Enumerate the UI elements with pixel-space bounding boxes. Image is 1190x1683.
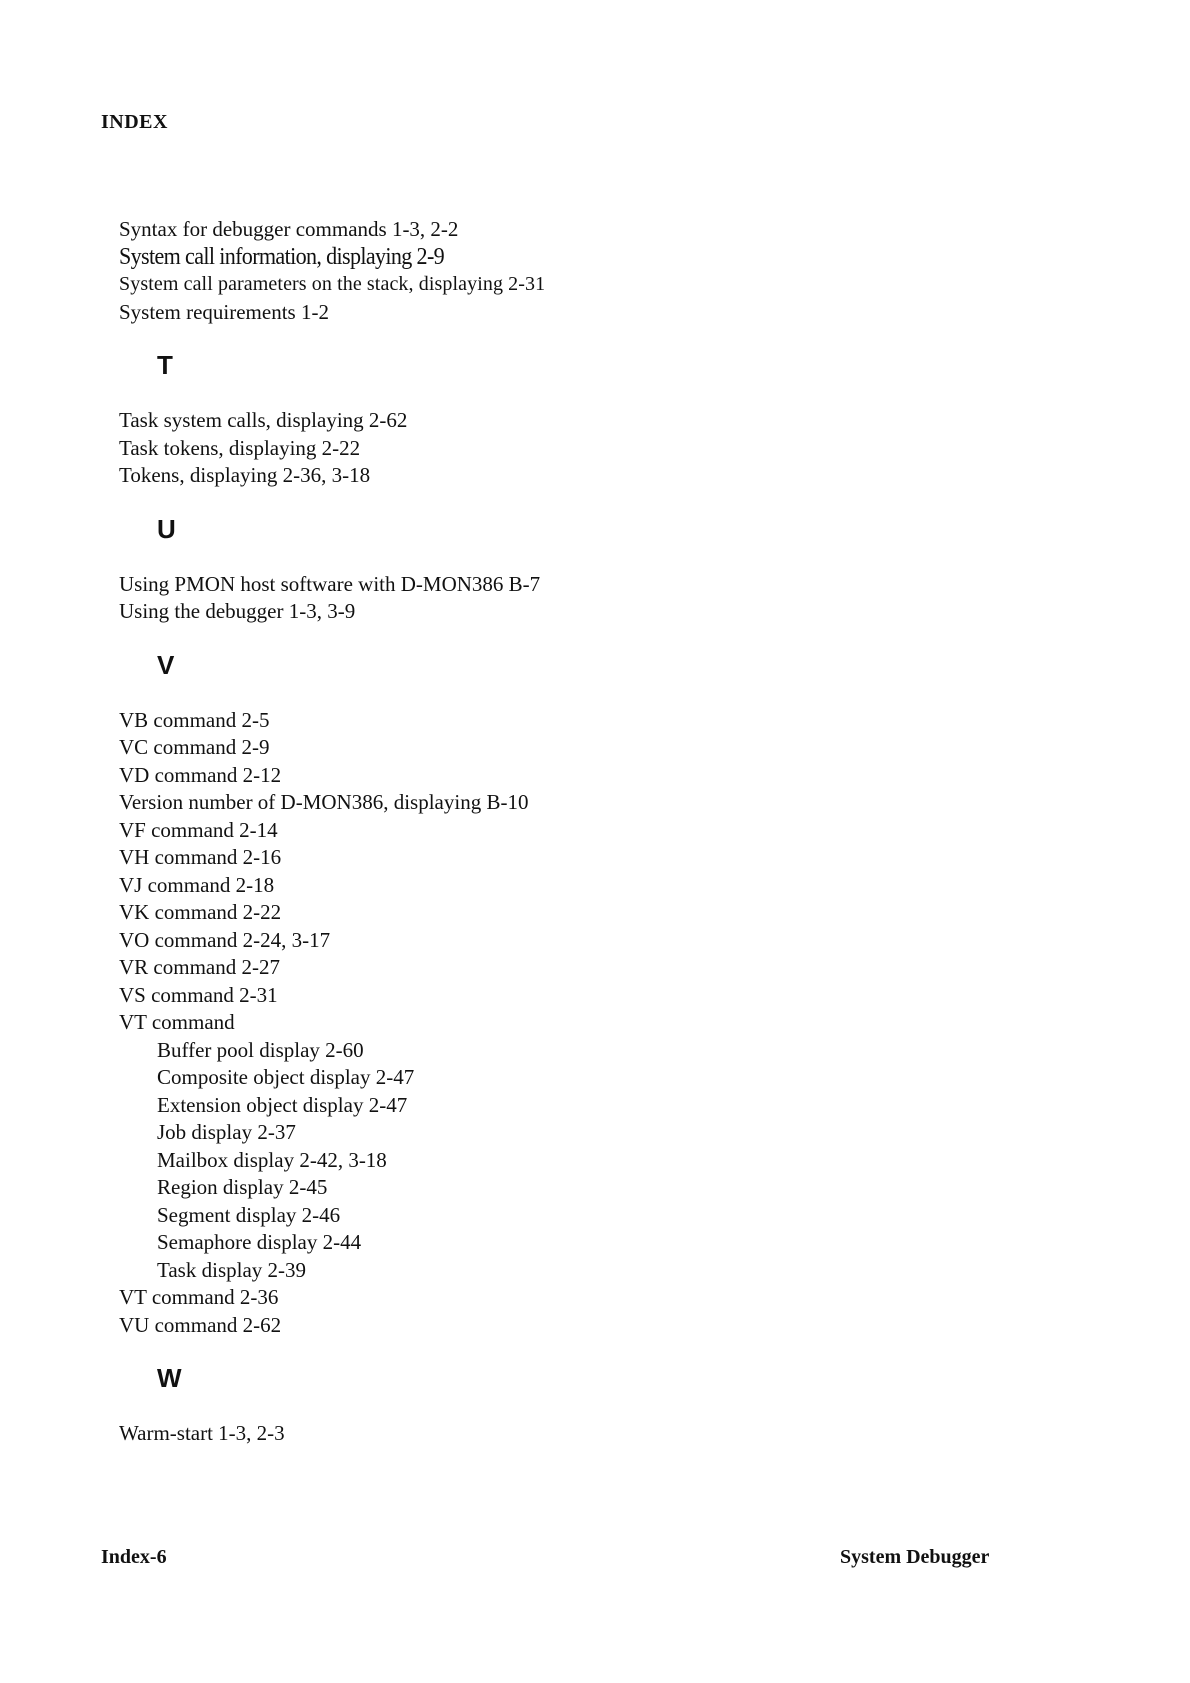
index-entry: VD command 2-12 [119,762,282,787]
index-entry: VT command 2-36 [119,1285,279,1309]
index-subentry: Region display 2-45 [157,1175,328,1199]
page-number: Index-6 [101,1546,167,1568]
index-subentry: Composite object display 2-47 [157,1065,415,1089]
section-letter-v: V [157,649,175,680]
index-subentry: Task display 2-39 [157,1257,307,1282]
index-entry: Task tokens, displaying 2-22 [119,435,361,460]
index-entry: VK command 2-22 [119,900,282,924]
index-entry: System call parameters on the stack, displaying 2-31 [119,273,546,295]
index-entry: VS command 2-31 [119,982,278,1007]
index-subentry: Job display 2-37 [157,1120,296,1144]
index-subentry: Mailbox display 2-42, 3-18 [157,1147,387,1172]
index-entry: VB command 2-5 [119,707,270,732]
index-subentry: Semaphore display 2-44 [157,1230,362,1254]
index-subentry: Extension object display 2-47 [157,1092,408,1117]
index-entry: System call information, displaying 2-9 [119,243,445,270]
index-entry: Version number of D-MON386, displaying B-10 [119,790,529,814]
section-letter-u: U [157,513,176,544]
section-letter-t: T [157,350,173,380]
index-subentry: Buffer pool display 2-60 [157,1037,364,1062]
index-entry: VF command 2-14 [119,817,278,842]
index-entry: Warm-start 1-3, 2-3 [119,1421,285,1445]
index-entry: VC command 2-9 [119,735,270,759]
index-entry: VT command [119,1010,235,1034]
page-header: INDEX [101,111,168,133]
index-entry: System requirements 1-2 [119,299,329,324]
section-letter-w: W [157,1363,182,1393]
index-entry: Syntax for debugger commands 1-3, 2-2 [119,217,459,241]
index-entry: VR command 2-27 [119,955,280,979]
index-entry: Task system calls, displaying 2-62 [119,408,408,432]
index-entry: Using PMON host software with D-MON386 B-7 [119,571,541,596]
index-entry: Using the debugger 1-3, 3-9 [119,599,356,623]
index-subentry: Segment display 2-46 [157,1202,341,1227]
index-entry: VH command 2-16 [119,845,282,869]
index-entry: Tokens, displaying 2-36, 3-18 [119,463,371,487]
index-entry: VU command 2-62 [119,1312,282,1337]
document-title: System Debugger [840,1546,990,1568]
index-entry: VJ command 2-18 [119,872,275,897]
index-entry: VO command 2-24, 3-17 [119,927,331,952]
index-entries [119,216,545,1448]
